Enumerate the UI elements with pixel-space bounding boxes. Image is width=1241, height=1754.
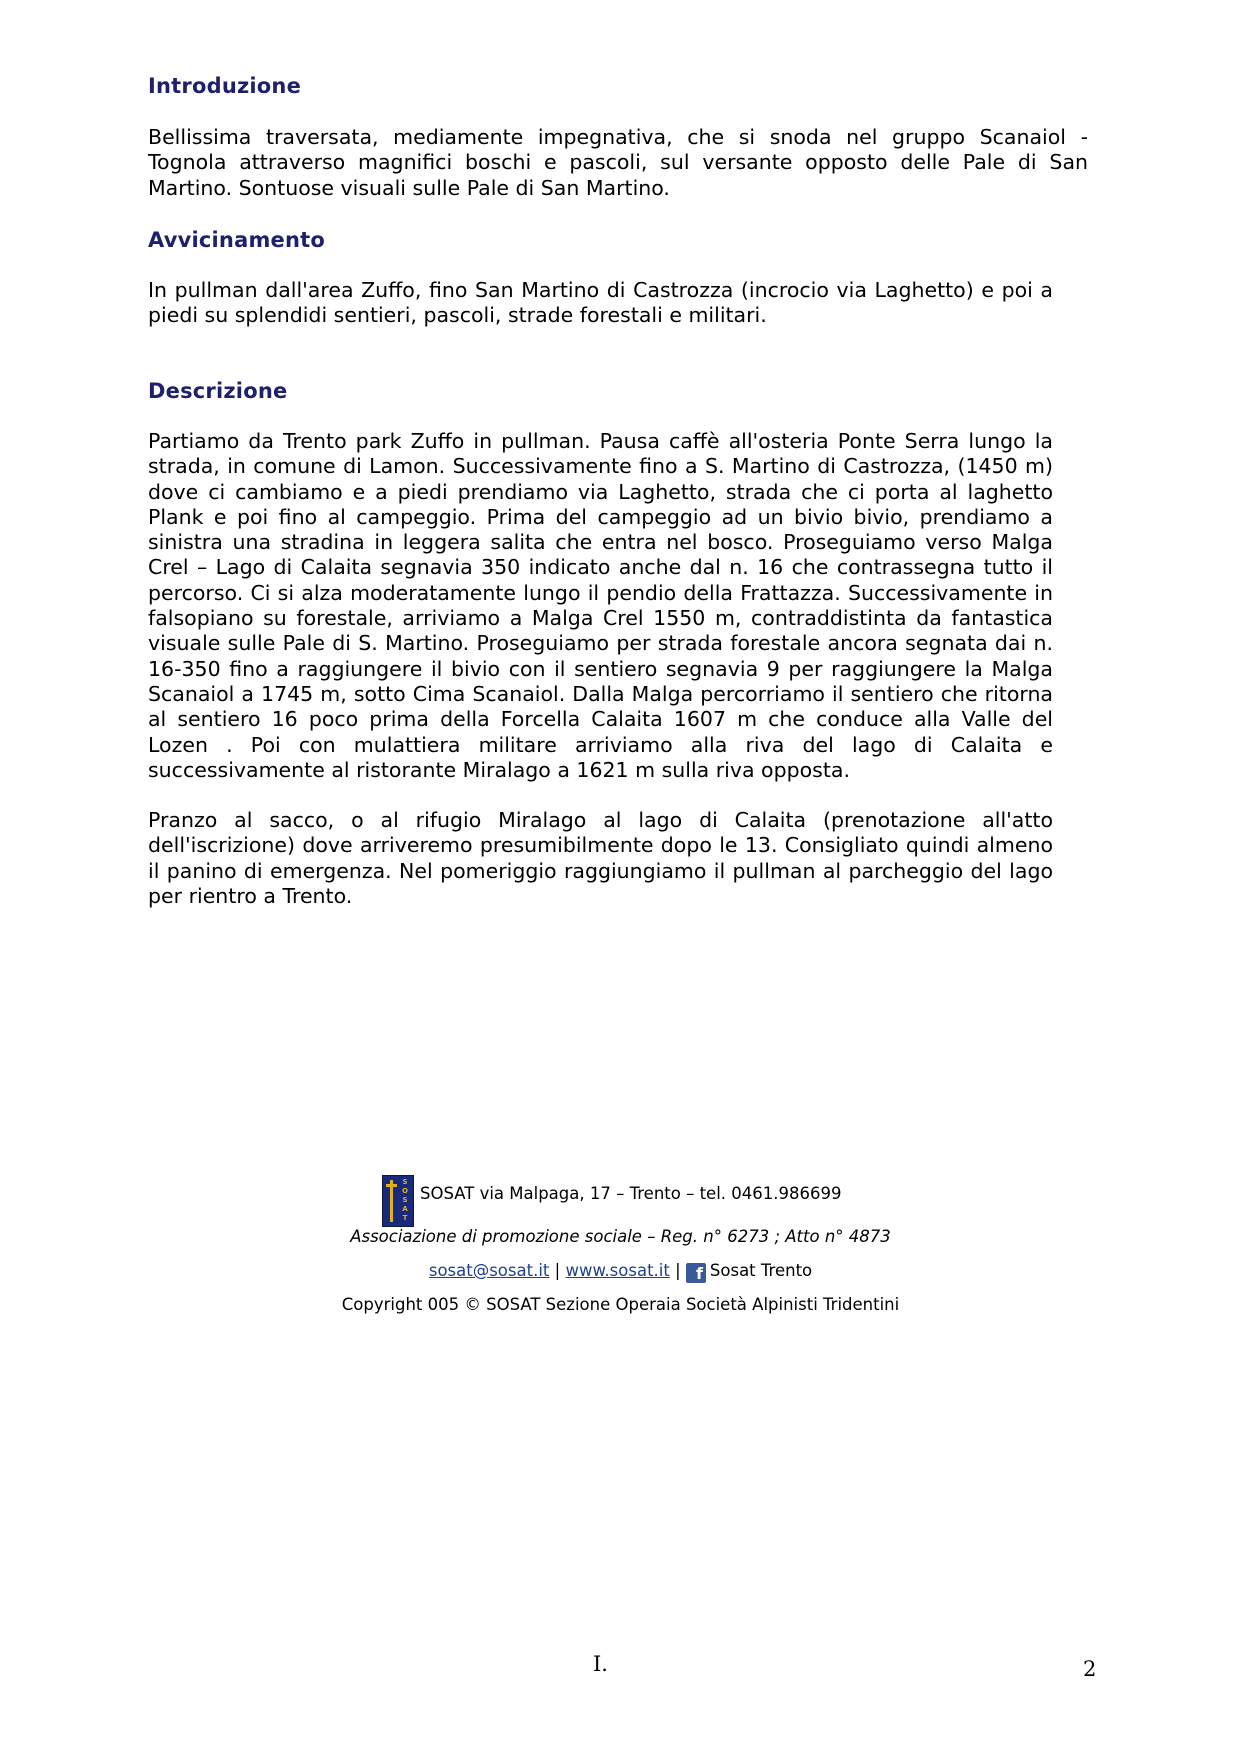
section-heading-introduzione: Introduzione <box>148 74 302 98</box>
facebook-label[interactable]: Sosat Trento <box>709 1261 813 1280</box>
descrizione-text: Partiamo da Trento park Zuffo in pullman. Pausa caffè all'osteria Ponte Serra lungo la strada, in comune di Lamon. Successivamente fino a S. Martino di Castrozza, (1450 m) dove ci cambiamo e a piedi prendiamo via Laghetto, strada che ci porta al laghetto Plank e poi fino al campeggio. Prima del campeggio ad un bivio bivio, prendiamo a sinistra una stradina in leggera salita che entra nel bosco. Proseguiamo verso Malga Crel – Lago di Calaita segnavia 350 indicato anche dal n. 16 che contrassegna tutto il percorso. Ci si alza moderatamente lungo il pendio della Frattazza. Successivamente in falsopiano su forestale, arriviamo a Malga Crel 1550 m, contraddistinta da fantastica visuale sulle Pale di S. Martino. Proseguiamo per strada forestale ancora segnata dai n. 16-350 fino a raggiungere il bivio con il sentiero segnavia 9 per raggiungere la Malga Scanaiol a 1745 m, sotto Cima Scanaiol. Dalla Malga percorriamo il sentiero che ritorna al sentiero 16 poco prima della Forcella Calaita 1607 m che conduce alla Valle del Lozen . Poi con mulattiera militare arriviamo alla riva del lago di Calaita e successivamente al ristorante Miralago a 1621 m sulla riva opposta. <box>148 429 1053 782</box>
separator: | <box>554 1261 561 1280</box>
descrizione-text-pranzo: Pranzo al sacco, o al rifugio Miralago al lago di Calaita (prenotazione all'atto dell'iscrizione) dove arriveremo presumibilmente dopo le 13. Consigliato quindi almeno il panino di emergenza. Nel pomeriggio raggiungiamo il pullman al parcheggio del lago per rientro a Trento. <box>148 808 1053 908</box>
footer-address: SOSAT via Malpaga, 17 – Trento – tel. 0461.986699 <box>420 1184 842 1203</box>
logo-letters: S O S A T <box>402 1178 408 1222</box>
email-link[interactable]: sosat@sosat.it <box>428 1261 550 1280</box>
separator: | <box>675 1261 681 1280</box>
footer-association: Associazione di promozione sociale – Reg. n° 6273 ; Atto n° 4873 <box>350 1227 891 1246</box>
avvicinamento-text: In pullman dall'area Zuffo, fino San Martino di Castrozza (incrocio via Laghetto) e poi a piedi su splendidi sentieri, pascoli, strade forestali e militari. <box>148 278 1053 328</box>
sosat-logo <box>382 1175 414 1227</box>
page-roman-numeral: I. <box>593 1652 608 1676</box>
section-heading-avvicinamento: Avvicinamento <box>148 228 325 252</box>
footer-copyright: Copyright 005 © SOSAT Sezione Operaia Società Alpinisti Tridentini <box>341 1295 900 1314</box>
footer-links <box>0 1261 1241 1283</box>
introduzione-text: Bellissima traversata, mediamente impegnativa, che si snoda nel gruppo Scanaiol - Tognola attraverso magnifici boschi e pascoli, sul versante opposto delle Pale di San Martino. Sontuose visuali sulle Pale di San Martino. <box>148 125 1088 200</box>
facebook-icon[interactable]: f <box>686 1263 706 1283</box>
website-link[interactable]: www.sosat.it <box>565 1261 670 1280</box>
page-number: 2 <box>1083 1657 1097 1681</box>
section-heading-descrizione: Descrizione <box>148 379 288 403</box>
